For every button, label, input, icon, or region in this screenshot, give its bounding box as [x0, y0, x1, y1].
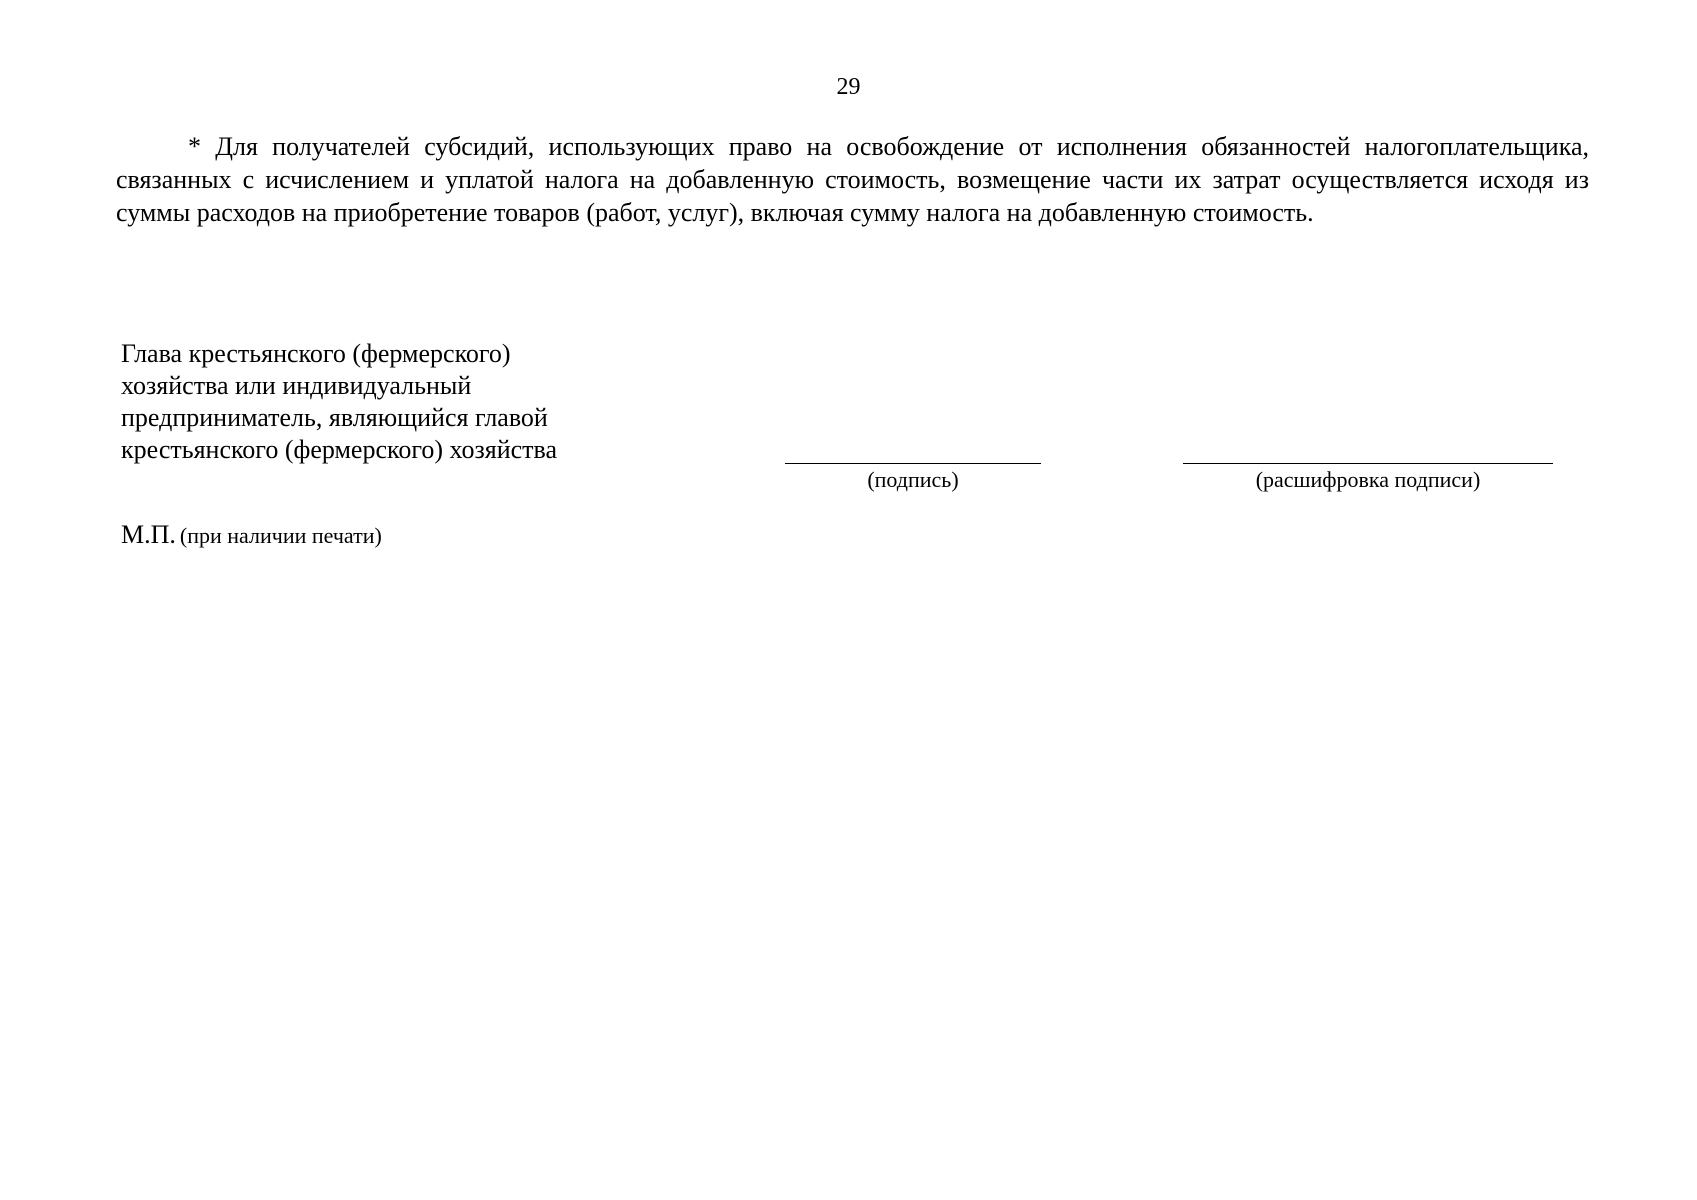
stamp-note: (при наличии печати): [179, 523, 382, 548]
signer-title-line-1: Глава крестьянского (фермерского): [121, 339, 511, 368]
signer-title: [121, 338, 557, 466]
page-number: 29: [836, 74, 861, 100]
signature-decoding-caption: (расшифровка подписи): [1255, 467, 1481, 492]
signer-title-line-2: хозяйства или индивидуальный: [121, 371, 472, 400]
signature-decoding-line: [1183, 463, 1553, 464]
signature-caption: (подпись): [867, 467, 959, 492]
stamp-place: [121, 520, 382, 554]
signer-title-line-3: предприниматель, являющийся главой: [121, 403, 548, 432]
signature-line: [785, 463, 1041, 464]
signer-title-line-4: крестьянского (фермерского) хозяйства: [121, 435, 558, 464]
footnote-paragraph: * Для получателей субсидий, использующих право на освобождение от исполнения обязанностей налогоплательщика, связанных с исчислением и уплатой налога на добавленную стоимость, возмещение части их затрат осуществляется исходя из суммы расходов на приобретение товаров (работ, услуг), включая сумму налога на добавленную стоимость.: [116, 132, 1589, 227]
stamp-abbreviation: М.П.: [121, 520, 176, 549]
